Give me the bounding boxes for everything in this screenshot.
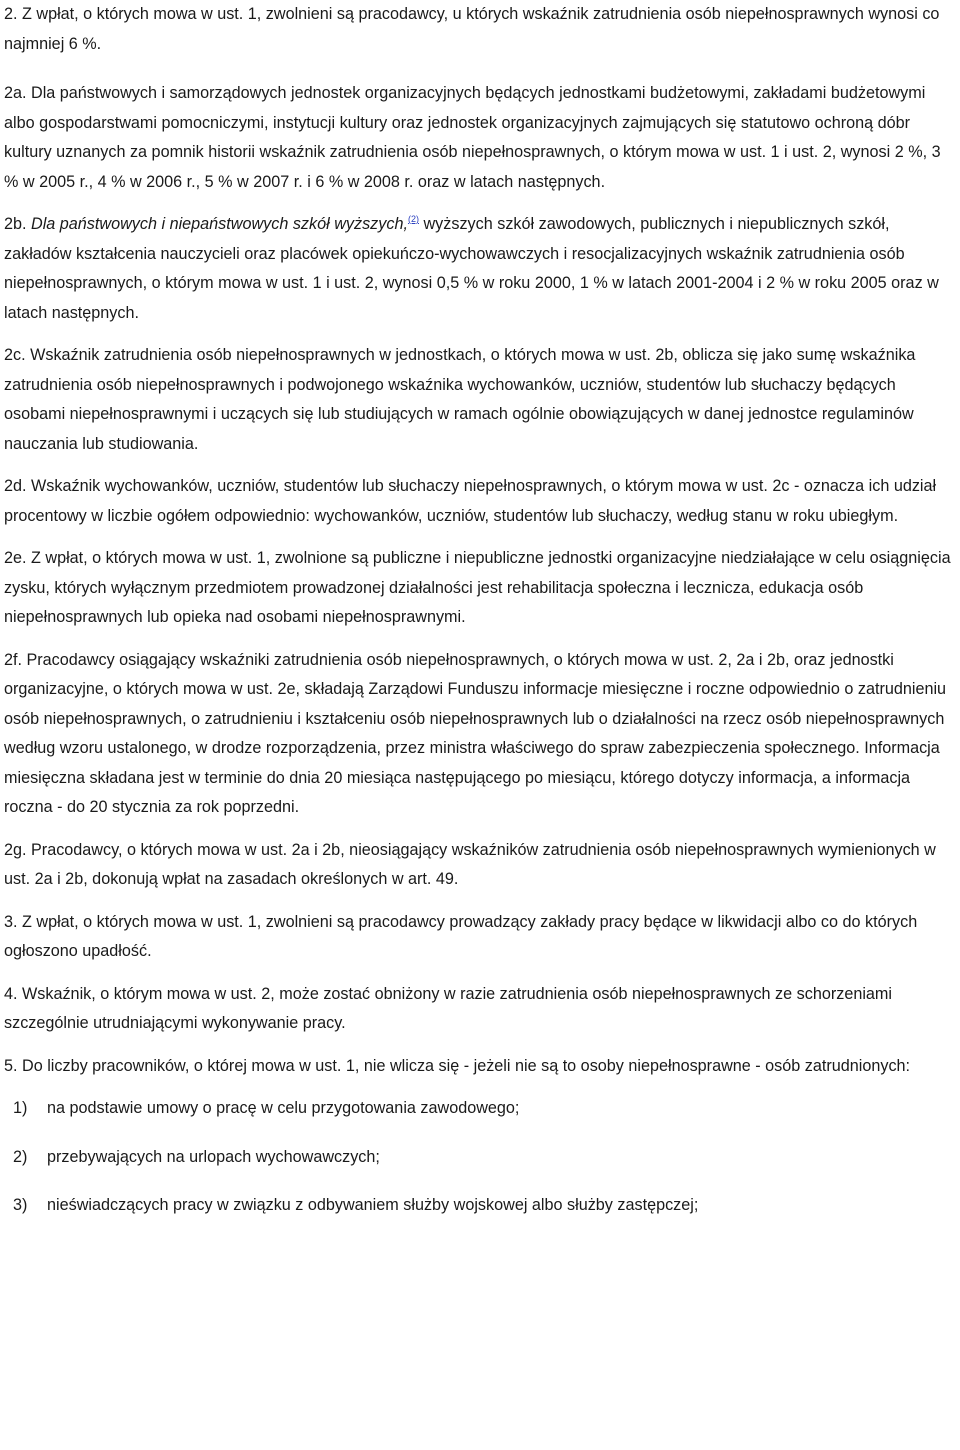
list-item-text: przebywających na urlopach wychowawczych; [47, 1147, 380, 1166]
list-item-number: 2) [13, 1147, 28, 1166]
paragraph-2e: 2e. Z wpłat, o których mowa w ust. 1, zwolnione są publiczne i niepubliczne jednostki organizacyjne niedziałające w celu osiągnięcia zysku, których wyłącznym przedmiotem prowadzonej działalności jest rehabilitacja społeczna i lecznicza, edukacja osób niepełnosprawnych lub opieka nad osobami niepełnosprawnymi. [4, 549, 951, 626]
paragraph-2b-rest: wyższych szkół zawodowych, publicznych i niepublicznych szkół, zakładów kształcenia nauczycieli oraz placówek opiekuńczo-wychowawczych i resocjalizacyjnych wskaźnik zatrudnienia osób niepełnosprawnych, o którym mowa w ust. 1 i ust. 2, wynosi 0,5 % w roku 2000, 1 % w latach 2001-2004 i 2 % w roku 2005 oraz w latach następnych. [4, 215, 939, 322]
exclusion-list [4, 1094, 956, 1221]
paragraph-2a: 2a. Dla państwowych i samorządowych jednostek organizacyjnych będących jednostkami budżetowymi, zakładami budżetowymi albo gospodarstwami pomocniczymi, instytucji kultury oraz jednostek organizacyjnych zajmujących się statutowo ochroną dóbr kultury uznanych za pomnik historii wskaźnik zatrudnienia osób niepełnosprawnych, o którym mowa w ust. 1 i ust. 2, wynosi 2 %, 3 % w 2005 r., 4 % w 2006 r., 5 % w 2007 r. i 6 % w 2008 r. oraz w latach następnych. [4, 84, 941, 191]
footnote-link[interactable]: (2) [407, 214, 419, 224]
list-item-number: 3) [13, 1196, 28, 1214]
paragraph-2d: 2d. Wskaźnik wychowanków, uczniów, studentów lub słuchaczy niepełnosprawnych, o którym mowa w ust. 2c - oznacza ich udział procentowy w liczbie ogółem odpowiednio: wychowanków, uczniów, studentów lub słuchaczy, według stanu w roku ubiegłym. [4, 477, 937, 525]
paragraph-2g: 2g. Pracodawcy, o których mowa w ust. 2a i 2b, nieosiągający wskaźników zatrudnienia osób niepełnosprawnych wymienionych w ust. 2a i 2b, dokonują wpłat na zasadach określonych w art. 49. [4, 840, 936, 888]
paragraph-2: 2. Z wpłat, o których mowa w ust. 1, zwolnieni są pracodawcy, u których wskaźnik zatrudnienia osób niepełnosprawnych wynosi co najmniej 6 %. [4, 5, 940, 53]
paragraph-2b [4, 210, 956, 328]
list-item-text: na podstawie umowy o pracę w celu przygotowania zawodowego; [47, 1099, 520, 1117]
list-item-number: 1) [13, 1099, 28, 1117]
footnote-ref [408, 214, 419, 224]
paragraph-4: 4. Wskaźnik, o którym mowa w ust. 2, może zostać obniżony w razie zatrudnienia osób niepełnosprawnych ze schorzeniami szczególnie utrudniającymi wykonywanie pracy. [4, 984, 893, 1032]
paragraph-3: 3. Z wpłat, o których mowa w ust. 1, zwolnieni są pracodawcy prowadzący zakłady pracy będące w likwidacji albo co do których ogłoszono upadłość. [4, 912, 918, 960]
paragraph-2b-prefix: 2b. [4, 215, 32, 233]
paragraph-2f: 2f. Pracodawcy osiągający wskaźniki zatrudnienia osób niepełnosprawnych, o których mowa w ust. 2, 2a i 2b, oraz jednostki organizacyjne, o których mowa w ust. 2e, składają Zarządowi Funduszu informacje miesięczne i roczne odpowiednio o zatrudnieniu osób niepełnosprawnych, o zatrudnieniu i kształceniu osób niepełnosprawnych lub o działalności na rzecz osób niepełnosprawnych według wzoru ustalonego, w drodze rozporządzenia, przez ministra właściwego do spraw zabezpieczenia społecznego. Informacja miesięczna składana jest w terminie do dnia 20 miesiąca następującego po miesiącu, którego dotyczy informacja, a informacja roczna - do 20 stycznia za rok poprzedni. [4, 650, 947, 816]
list-item-text: nieświadczących pracy w związku z odbywaniem służby wojskowej albo służby zastępczej; [47, 1196, 699, 1214]
list-item [4, 1143, 956, 1173]
paragraph-2b-italic: Dla państwowych i niepaństwowych szkół wyższych, [31, 215, 408, 233]
list-item [4, 1094, 956, 1124]
paragraph-5: 5. Do liczby pracowników, o której mowa w ust. 1, nie wlicza się - jeżeli nie są to osoby niepełnosprawne - osób zatrudnionych: [4, 1056, 911, 1075]
paragraph-2c: 2c. Wskaźnik zatrudnienia osób niepełnosprawnych w jednostkach, o których mowa w ust. 2b, oblicza się jako sumę wskaźnika zatrudnienia osób niepełnosprawnych i podwojonego wskaźnika wychowanków, uczniów, studentów lub słuchaczy będących osobami niepełnosprawnymi i uczących się lub studiujących w ramach ogólnie obowiązujących w danej jednostce regulaminów nauczania lub studiowania. [4, 346, 916, 453]
list-item [4, 1191, 956, 1221]
